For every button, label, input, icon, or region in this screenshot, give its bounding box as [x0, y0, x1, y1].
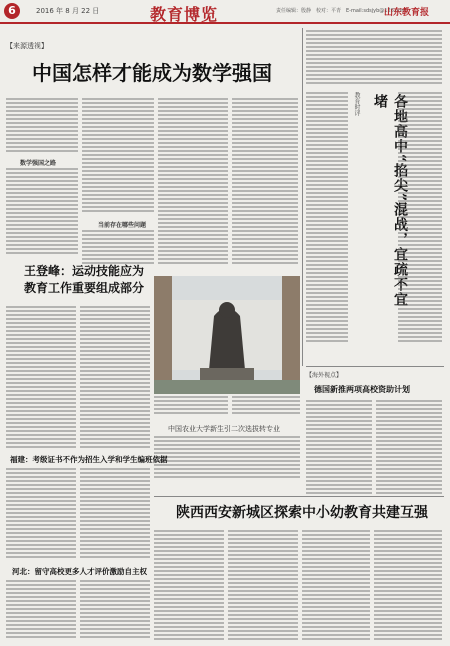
lead-text-col-3: [158, 98, 228, 264]
issue-date: 2016 年 8 月 22 日: [36, 7, 100, 15]
page-number: 6: [4, 3, 20, 19]
sports-title-2: 教育工作重要组成部分: [24, 281, 145, 295]
page-header: [0, 0, 450, 24]
bottom-text-col-4: [374, 530, 442, 640]
commentary-label: 教育时评: [353, 92, 360, 116]
commentary-title: 各地高中“掐尖”混战，宜疏不宜堵: [372, 94, 408, 308]
lead-tag: 【来源透视】: [6, 42, 48, 50]
bottom-text-col-2: [228, 530, 298, 640]
commentary-top-text: [306, 30, 442, 84]
hebei-title: 河北：留守高校更多人才评价激励自主权: [12, 567, 147, 576]
lead-subhead-1: 数学强国之路: [20, 160, 57, 167]
bottom-text-col-3: [302, 530, 370, 640]
lead-text-col-4: [232, 98, 298, 264]
fujian-title: 福建：考级证书不作为招生入学和学生编班依据: [10, 455, 168, 464]
germany-rule: [306, 366, 444, 367]
bottom-title: 陕西西安新城区探索中小幼教育共建互强: [176, 505, 428, 521]
fujian-text-col-2: [80, 468, 150, 558]
sports-text-col-2: [80, 306, 150, 448]
photo-caption-text-right: [232, 396, 300, 416]
germany-tag: 【海外视点】: [306, 372, 343, 379]
germany-title: 德国新推两项高校资助计划: [314, 384, 410, 394]
newspaper-brand: 山东教育报: [384, 8, 430, 18]
hebei-text-col-1: [6, 580, 76, 640]
sports-title-1: 王登峰：运动技能应为: [24, 264, 145, 278]
lead-text-col-1b: [6, 168, 78, 254]
lead-title: 中国怎样才能成为数学强国: [32, 61, 272, 85]
hebei-text-col-2: [80, 580, 150, 640]
bottom-text-col-1: [154, 530, 224, 640]
section-title: 教育博览: [150, 5, 219, 24]
lead-text-col-2b: [82, 230, 154, 264]
photo-caption: 中国农业大学新生引二次选拔转专业: [168, 425, 280, 433]
bottom-rule: [154, 496, 444, 497]
lead-text-col-2: [82, 98, 154, 214]
germany-text-col-2: [376, 400, 442, 494]
fujian-text-col-1: [6, 468, 76, 558]
statue-photo: [154, 276, 300, 394]
photo-story-text: [154, 436, 300, 480]
column-divider: [302, 28, 303, 366]
lead-subhead-2: 当前存在哪些问题: [98, 222, 147, 229]
editor-info: 责任编辑：殷静 校对：平青 E-mail:sdsjyb@126.com: [276, 8, 407, 14]
germany-text-col-1: [306, 400, 372, 494]
sports-text-col-1: [6, 306, 76, 448]
statue-illustration: [154, 276, 300, 394]
commentary-text-left: [306, 92, 348, 342]
commentary-text-right: [398, 92, 442, 342]
photo-caption-text-left: [154, 396, 228, 416]
lead-text-col-1: [6, 98, 78, 154]
